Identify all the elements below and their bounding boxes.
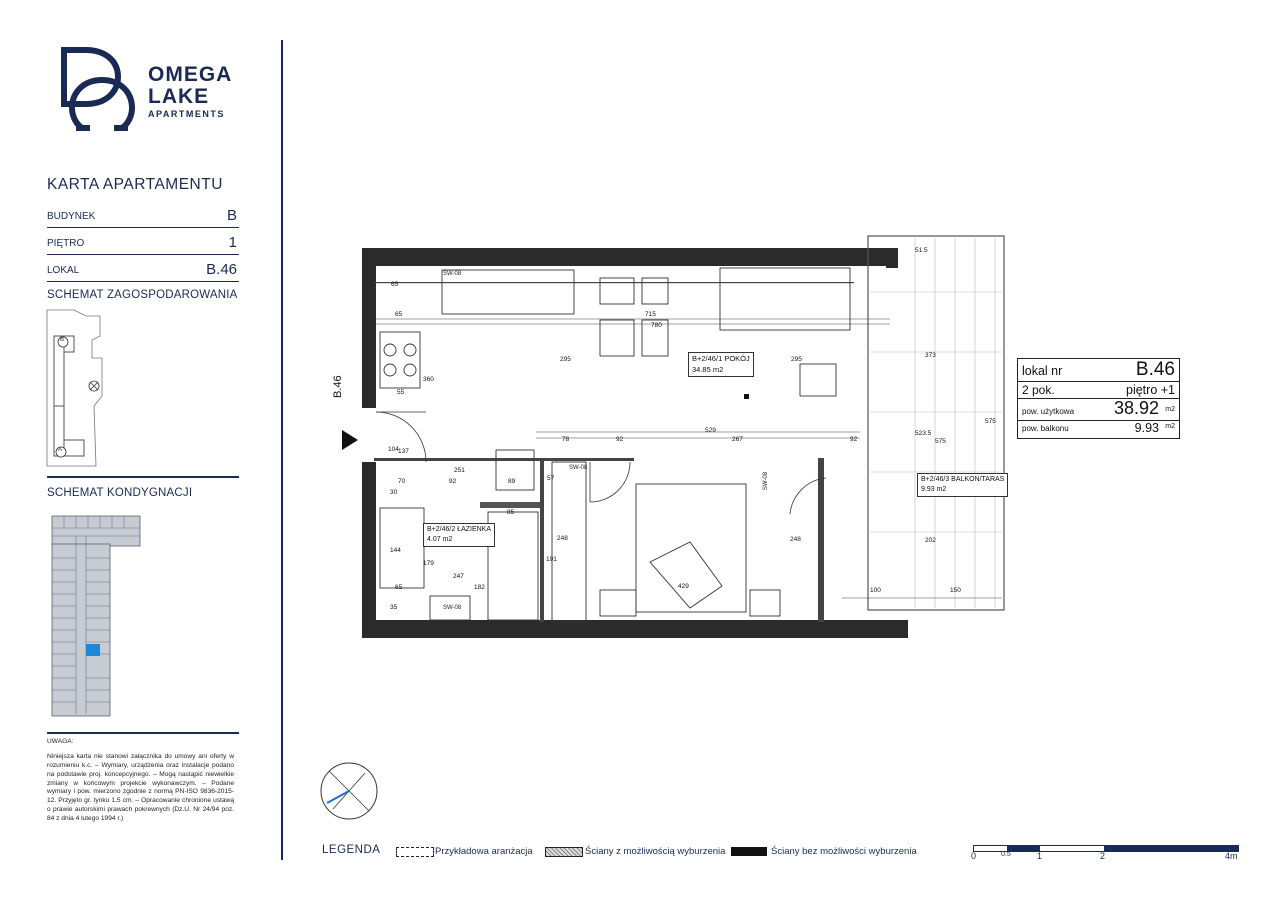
info-balcony-value: 9.93 <box>1134 421 1159 435</box>
dim-label: 70 <box>398 478 406 485</box>
dim-label: 295 <box>560 356 571 363</box>
west-wall-lower <box>362 462 376 638</box>
info-balcony-row <box>1018 420 1179 437</box>
north-wall <box>362 248 898 266</box>
dim-label: 85 <box>507 509 515 516</box>
info-balcony-unit: m2 <box>1165 423 1175 430</box>
scale-bar <box>973 845 1239 852</box>
scale-tick-0: 0 <box>971 851 977 861</box>
building-label: BUDYNEK <box>47 211 96 222</box>
dim-label: 92 <box>850 436 858 443</box>
dim-label: 100 <box>870 587 881 594</box>
legend-fixed-label: Ściany bez możliwości wyburzenia <box>771 846 917 857</box>
info-balcony-label: pow. balkonu <box>1022 424 1069 433</box>
room-label-lazienka <box>423 523 495 547</box>
dim-label: 267 <box>732 436 743 443</box>
dim-label: 523.5 <box>915 430 932 437</box>
info-unit-label: lokal nr <box>1022 364 1063 378</box>
omega-lake-logo <box>58 46 248 138</box>
west-wall-upper <box>362 248 376 408</box>
scale-tick-4m: 4m <box>1225 851 1238 861</box>
logo-mark-icon <box>58 46 148 136</box>
dim-label: 360 <box>423 376 434 383</box>
card-title: KARTA APARTAMENTU <box>47 176 223 193</box>
dim-label: 247 <box>453 573 464 580</box>
dim-label: 429 <box>678 583 689 590</box>
dim-label: 575 <box>985 418 996 425</box>
room-lazienka-area: 4.07 m2 <box>427 535 453 543</box>
panel-divider <box>281 40 283 860</box>
dim-label: 191 <box>546 556 557 563</box>
legend-arrangement-swatch <box>396 847 434 857</box>
dim-label: 179 <box>423 560 434 567</box>
notes-block <box>47 738 234 824</box>
dim-label: 575 <box>935 438 946 445</box>
dim-label: 780 <box>651 322 662 329</box>
info-rooms-row <box>1018 381 1179 399</box>
unit-row <box>47 255 239 282</box>
dim-label: 104 <box>388 446 399 453</box>
appliance-tag-1: SW-08 <box>443 271 462 277</box>
dim-label: 35 <box>390 604 398 611</box>
divider-2 <box>47 732 239 734</box>
scale-tick-1: 1 <box>1037 851 1043 861</box>
dim-label: 55 <box>397 389 405 396</box>
dim-label: 89 <box>508 478 516 485</box>
dim-label: 150 <box>950 587 961 594</box>
room-lazienka-code: B+2/46/2 <box>427 526 456 533</box>
south-wall <box>362 620 908 638</box>
compass-icon <box>319 761 381 823</box>
dim-label: 30 <box>390 489 398 496</box>
dim-label: 529 <box>705 427 716 434</box>
room-lazienka-name: ŁAZIENKA <box>457 526 492 533</box>
info-usable-label: pow. użytkowa <box>1022 407 1075 416</box>
legend-demolishable-label: Ściany z możliwością wyburzenia <box>585 846 726 857</box>
divider-1 <box>47 476 239 478</box>
room-label-pokoj <box>688 352 754 377</box>
legend-fixed-swatch <box>731 847 767 856</box>
logo-word-apartments: APARTMENTS <box>148 109 225 119</box>
floor-row <box>47 228 239 255</box>
building-row <box>47 201 239 228</box>
dim-label: 373 <box>925 352 936 359</box>
info-unit-row <box>1018 359 1179 382</box>
room-pokoj-area: 34.85 m2 <box>692 364 724 374</box>
logo-word-omega: OMEGA <box>148 63 233 86</box>
plan-unit-tag: B.46 <box>332 375 344 398</box>
site-plan-diagram <box>44 306 114 468</box>
room-pokoj-code: B+2/46/1 <box>692 354 723 363</box>
info-unit-value: B.46 <box>1135 359 1175 380</box>
highlighted-unit <box>86 644 100 656</box>
dim-label: 78 <box>562 436 570 443</box>
floor-scheme-diagram <box>50 514 142 718</box>
legend-title: LEGENDA <box>322 844 381 856</box>
scale-tick-0-5: 0.5 <box>1001 851 1011 858</box>
dim-label: 92 <box>616 436 624 443</box>
unit-label: LOKAL <box>47 265 80 276</box>
scale-tick-2: 2 <box>1100 851 1106 861</box>
floor-label: PIĘTRO <box>47 238 85 249</box>
room-balkon-name: BALKON/TARAS <box>951 476 1005 483</box>
site-building-a-label: A <box>58 447 63 453</box>
dim-label: 137 <box>398 448 409 455</box>
legend-demolishable-swatch <box>545 847 583 857</box>
floor-value: 1 <box>228 234 237 251</box>
info-usable-row <box>1018 398 1179 421</box>
site-plan-heading: SCHEMAT ZAGOSPODAROWANIA <box>47 289 238 301</box>
info-floor: piętro +1 <box>1126 383 1175 397</box>
notes-heading: UWAGA: <box>47 738 74 745</box>
unit-info-box <box>1017 358 1180 439</box>
dim-label: 57 <box>547 475 555 482</box>
dim-label: 92 <box>449 478 457 485</box>
dim-label: 144 <box>390 547 401 554</box>
building-value: B <box>226 207 237 224</box>
dim-label: 65 <box>391 281 399 288</box>
dim-label: 715 <box>645 311 656 318</box>
dim-label: 295 <box>791 356 802 363</box>
dim-label: 248 <box>557 535 568 542</box>
legend-arrangement-label: Przykładowa aranżacja <box>435 846 533 857</box>
dim-label: 65 <box>395 311 403 318</box>
info-rooms: 2 pok. <box>1022 383 1055 397</box>
room-pokoj-name: POKÓJ <box>724 354 750 363</box>
room-label-balkon <box>917 473 1008 497</box>
appliance-tag-3: SW-08 <box>443 605 462 611</box>
info-usable-unit: m2 <box>1165 406 1175 413</box>
floor-scheme-heading: SCHEMAT KONDYGNACJI <box>47 487 193 499</box>
notes-body: Niniejsza karta nie stanowi załącznika do umowy ani oferty w rozumieniu k.c. – Wymiary, urządzenia oraz instalacje podano na podstawie proj. koncepcyjnego. – Mogą nastąpić niewielkie zmiany w końcowym projekcie wykonawczym. – Podane wymiary i pow. mierzono zgodnie z normą PN-ISO 9836-2015-12. Przyjęto gr. tynku 1,5 cm. – Opracowanie chronione ustawą o prawie autorskimi prawach pokrewnych (Dz.U. Nr 24/94 poz. 84 z dnia 4 lutego 1994 r.) <box>47 752 234 823</box>
dim-label: 182 <box>474 584 485 591</box>
unit-value: B.46 <box>206 261 237 278</box>
dim-label: 251 <box>454 467 465 474</box>
logo-word-lake: LAKE <box>148 85 210 108</box>
dim-label: 248 <box>790 536 801 543</box>
appliance-tag-4: SW-08 <box>763 471 770 491</box>
dim-label: 65 <box>395 584 403 591</box>
room-balkon-area: 9.93 m2 <box>921 485 947 493</box>
dim-label: 202 <box>925 537 936 544</box>
site-building-b-label: B <box>60 337 65 343</box>
room-balkon-code: B+2/46/3 <box>921 476 950 483</box>
info-usable-value: 38.92 <box>1113 398 1159 418</box>
dim-label: 51.5 <box>915 247 928 254</box>
appliance-tag-2: SW-08 <box>569 465 588 471</box>
